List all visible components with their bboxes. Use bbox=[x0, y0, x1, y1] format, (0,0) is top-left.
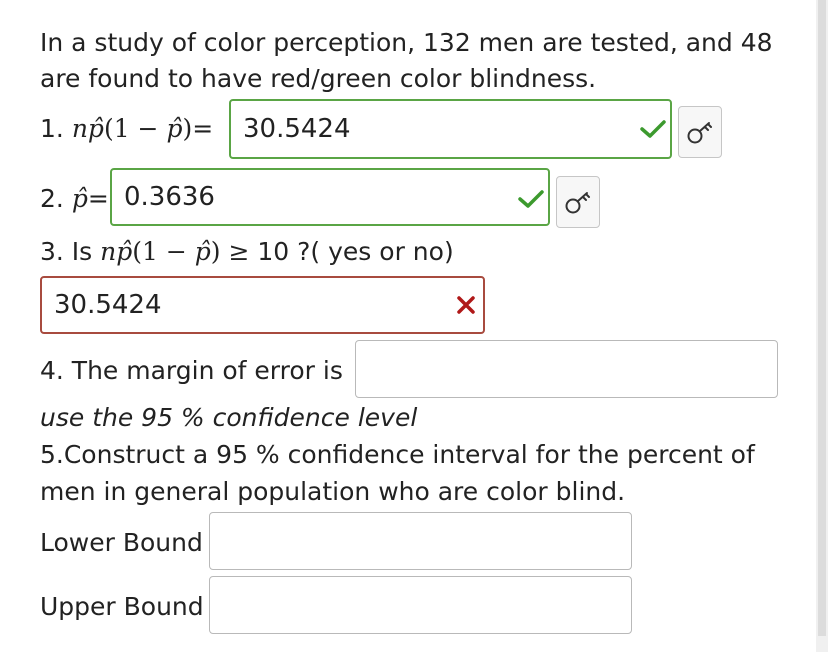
q3-prefix: 3. Is bbox=[40, 237, 93, 266]
q3-label bbox=[40, 236, 454, 268]
upper-bound-label: Upper Bound bbox=[40, 592, 204, 621]
q2-show-answer-button[interactable] bbox=[556, 176, 600, 228]
q1-answer-field[interactable] bbox=[229, 99, 672, 159]
scrollbar[interactable] bbox=[816, 0, 828, 652]
q1-label: 1. np̂(1 − p̂)= bbox=[40, 114, 214, 143]
key-icon bbox=[564, 189, 592, 215]
q5-line1: 5.Construct a 95 % confidence interval for the percent of bbox=[40, 440, 755, 469]
q1-number: 1. bbox=[40, 114, 64, 143]
margin-of-error-field[interactable] bbox=[355, 340, 778, 398]
q3-formula: np̂(1 − p̂) ≥ bbox=[100, 237, 250, 266]
check-icon bbox=[640, 119, 666, 139]
q5-line2: men in general population who are color blind. bbox=[40, 477, 626, 506]
q4-label: 4. The margin of error is bbox=[40, 356, 343, 385]
confidence-note: use the 95 % confidence level bbox=[40, 403, 418, 432]
check-icon bbox=[518, 189, 544, 209]
q2-label: 2. p̂= bbox=[40, 184, 109, 213]
q1-answer-value: 30.5424 bbox=[243, 114, 351, 144]
q2-formula: p̂ bbox=[71, 184, 88, 213]
q3-answer-value: 30.5424 bbox=[54, 290, 162, 320]
q2-answer-field[interactable] bbox=[110, 168, 550, 226]
upper-bound-field[interactable] bbox=[209, 576, 632, 634]
q1-formula: np̂(1 − p̂) bbox=[71, 114, 193, 143]
question-intro-line1: In a study of color perception, 132 men are tested, and 48 bbox=[40, 28, 773, 57]
question-intro-line2: are found to have red/green color blindness. bbox=[40, 64, 597, 93]
key-icon bbox=[686, 119, 714, 145]
scrollbar-thumb[interactable] bbox=[818, 0, 826, 636]
q3-suffix: 10 ?( yes or no) bbox=[257, 237, 454, 266]
cross-icon bbox=[456, 295, 476, 315]
q2-answer-value: 0.3636 bbox=[124, 182, 215, 212]
q3-answer-field[interactable] bbox=[40, 276, 485, 334]
q1-show-answer-button[interactable] bbox=[678, 106, 722, 158]
lower-bound-label: Lower Bound bbox=[40, 528, 203, 557]
lower-bound-field[interactable] bbox=[209, 512, 632, 570]
q2-number: 2. bbox=[40, 184, 64, 213]
